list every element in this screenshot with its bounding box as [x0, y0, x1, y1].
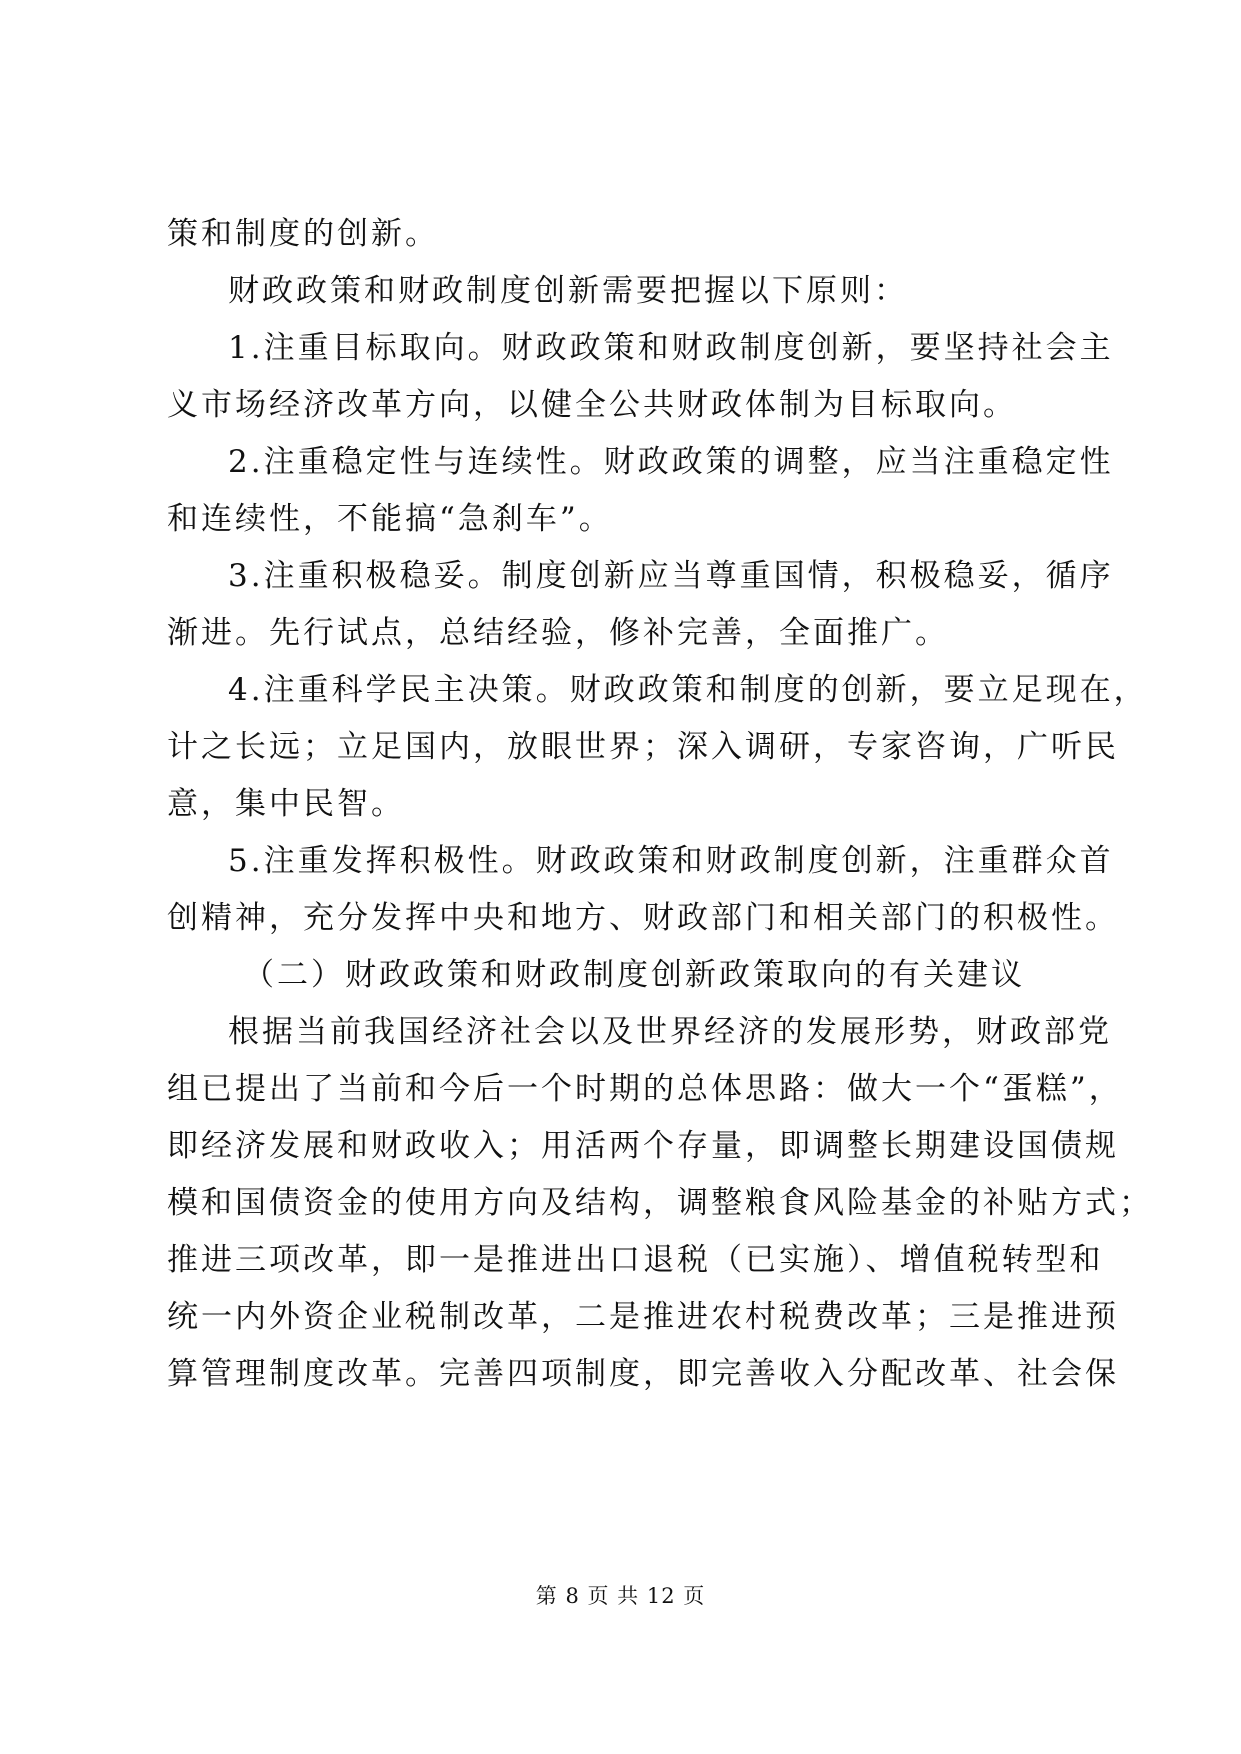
- text-line: 策和制度的创新。: [167, 216, 439, 252]
- page-footer: 第 8 页 共 12 页: [535, 1584, 706, 1608]
- text-line: 算管理制度改革。完善四项制度，即完善收入分配改革、社会保: [167, 1356, 1119, 1392]
- text-line: 组已提出了当前和今后一个时期的总体思路：做大一个“蛋糕”，: [167, 1071, 1123, 1107]
- text-line: 创精神，充分发挥中央和地方、财政部门和相关部门的积极性。: [167, 900, 1119, 936]
- text-line: 推进三项改革，即一是推进出口退税（已实施）、增值税转型和: [167, 1242, 1104, 1278]
- text-line: 4.注重科学民主决策。财政政策和制度的创新，要立足现在，: [228, 672, 1148, 708]
- text-line: 意，集中民智。: [167, 786, 405, 822]
- section-heading: （二）财政政策和财政制度创新政策取向的有关建议: [243, 957, 1025, 993]
- text-line: 渐进。先行试点，总结经验，修补完善，全面推广。: [167, 615, 949, 651]
- text-line: 2.注重稳定性与连续性。财政政策的调整，应当注重稳定性: [228, 444, 1114, 480]
- text-line: 5.注重发挥积极性。财政政策和财政制度创新，注重群众首: [228, 843, 1114, 879]
- text-line: 即经济发展和财政收入；用活两个存量，即调整长期建设国债规: [167, 1128, 1119, 1164]
- text-line: 模和国债资金的使用方向及结构，调整粮食风险基金的补贴方式；: [167, 1185, 1153, 1221]
- text-line: 财政政策和财政制度创新需要把握以下原则：: [228, 273, 908, 309]
- text-line: 根据当前我国经济社会以及世界经济的发展形势，财政部党: [228, 1014, 1112, 1050]
- text-line: 计之长远；立足国内，放眼世界；深入调研，专家咨询，广听民: [167, 729, 1119, 765]
- text-line: 统一内外资企业税制改革，二是推进农村税费改革；三是推进预: [167, 1299, 1119, 1335]
- text-line: 义市场经济改革方向，以健全公共财政体制为目标取向。: [167, 387, 1017, 423]
- text-line: 和连续性，不能搞“急刹车”。: [167, 501, 613, 537]
- text-line: 1.注重目标取向。财政政策和财政制度创新，要坚持社会主: [228, 330, 1114, 366]
- text-line: 3.注重积极稳妥。制度创新应当尊重国情，积极稳妥，循序: [228, 558, 1114, 594]
